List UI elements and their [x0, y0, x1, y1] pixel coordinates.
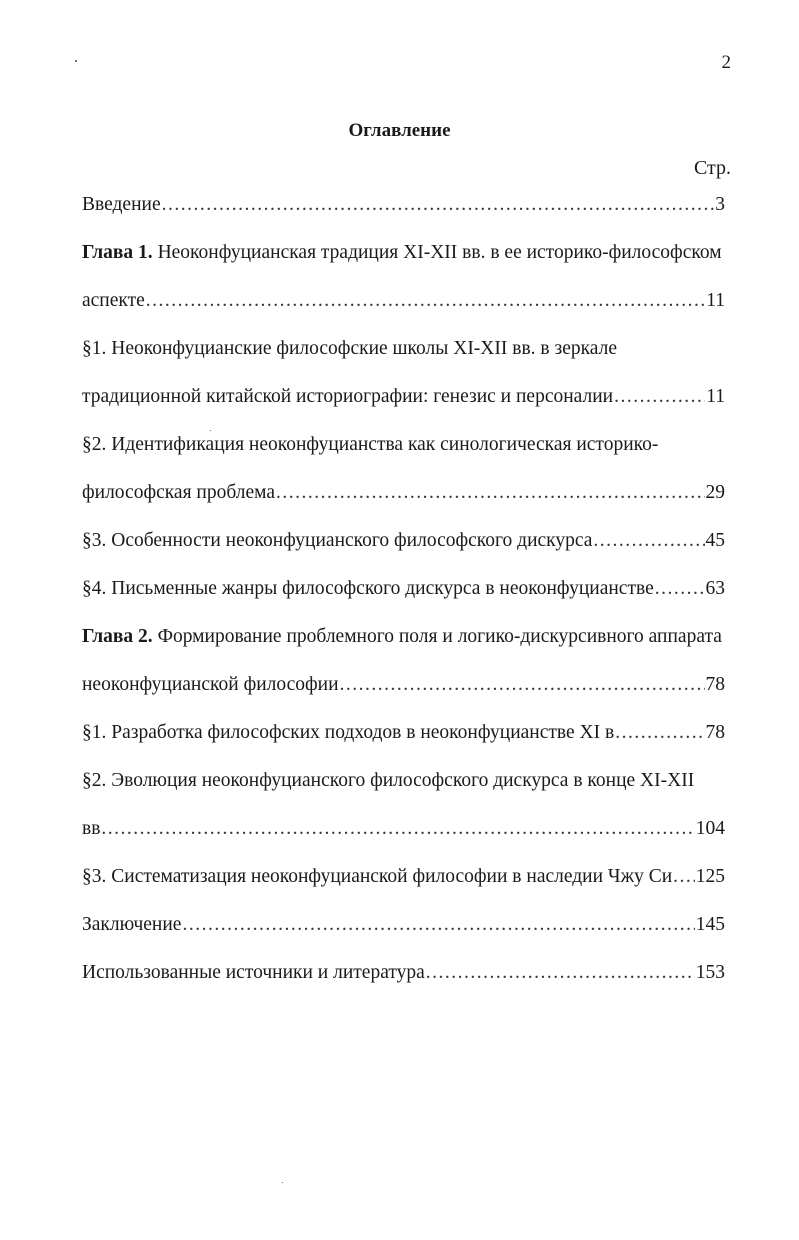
dot-leader	[340, 673, 705, 697]
toc-page-number: 45	[705, 530, 725, 551]
dot-leader	[276, 481, 704, 505]
toc-entry-ch1-section-1-cont[interactable]: традиционной китайской историографии: генезис и персоналии ..... 11	[82, 385, 725, 433]
scan-speck	[282, 1182, 283, 1183]
toc-entry-ch2-section-3[interactable]: §3. Систематизация неоконфуцианской философии в наследии Чжу Си ..... 125	[82, 865, 725, 913]
toc-page-number: 153	[695, 962, 725, 983]
toc-page-number: 78	[705, 674, 725, 695]
toc-entry-ch2-section-2[interactable]: §2. Эволюция неоконфуцианского философского дискурса в конце XI-XII	[82, 770, 695, 791]
toc-page-number: 104	[695, 818, 725, 839]
toc-page-number: 63	[705, 578, 725, 599]
toc-page-number: 11	[706, 290, 725, 311]
toc-page-number: 29	[705, 482, 725, 503]
page-title: Оглавление	[348, 120, 451, 141]
dot-leader	[615, 721, 704, 745]
toc-entry-ch1-section-3[interactable]: §3. Особенности неоконфуцианского философского дискурса ..... 45	[82, 529, 725, 577]
toc-entry-ch2-section-2-cont[interactable]: вв ..... 104	[82, 817, 725, 865]
dot-leader	[593, 529, 704, 553]
dot-leader	[101, 817, 694, 841]
toc-page-number: 3	[715, 194, 725, 215]
dot-leader	[673, 865, 695, 889]
toc-page-number: 78	[705, 722, 725, 743]
toc-entry-introduction[interactable]: Введение ..... 3	[82, 193, 725, 241]
toc-entry-ch1-section-2[interactable]: §2. Идентификация неоконфуцианства как синологическая историко-	[82, 434, 659, 455]
toc-page-number: 11	[706, 386, 725, 407]
dot-leader	[614, 385, 705, 409]
toc-page-number: 145	[695, 914, 725, 935]
toc-entry-sources[interactable]: Использованные источники и литература ..... 153	[82, 961, 725, 1009]
toc-entry-chapter-2-cont[interactable]: неоконфуцианской философии ..... 78	[82, 673, 725, 721]
chapter-label: Глава 1.	[82, 242, 153, 263]
scan-speck	[75, 60, 77, 62]
chapter-label: Глава 2.	[82, 626, 153, 647]
dot-leader	[426, 961, 695, 985]
toc-entry-conclusion[interactable]: Заключение ..... 145	[82, 913, 725, 961]
table-of-contents	[82, 193, 725, 1009]
dot-leader	[655, 577, 705, 601]
toc-entry-ch1-section-2-cont[interactable]: философская проблема ..... 29	[82, 481, 725, 529]
toc-entry-ch1-section-1[interactable]: §1. Неоконфуцианские философские школы XI-XII вв. в зеркале	[82, 338, 617, 359]
toc-page-number: 125	[695, 866, 725, 887]
toc-entry-ch2-section-1[interactable]: §1. Разработка философских подходов в неоконфуцианстве XI в ..... 78	[82, 721, 725, 769]
dot-leader	[146, 289, 705, 313]
page-column-label: Стр.	[693, 157, 731, 179]
toc-entry-chapter-2[interactable]: Глава 2. Формирование проблемного поля и логико-дискурсивного аппарата	[82, 626, 722, 647]
toc-entry-ch1-section-4[interactable]: §4. Письменные жанры философского дискурса в неоконфуцианстве ..... 63	[82, 577, 725, 625]
toc-entry-chapter-1-cont[interactable]: аспекте ..... 11	[82, 289, 725, 337]
page-number: 2	[721, 52, 731, 73]
dot-leader	[182, 913, 694, 937]
toc-entry-chapter-1[interactable]: Глава 1. Неоконфуцианская традиция XI-XII вв. в ее историко-философском	[82, 242, 722, 263]
dot-leader	[162, 193, 715, 217]
